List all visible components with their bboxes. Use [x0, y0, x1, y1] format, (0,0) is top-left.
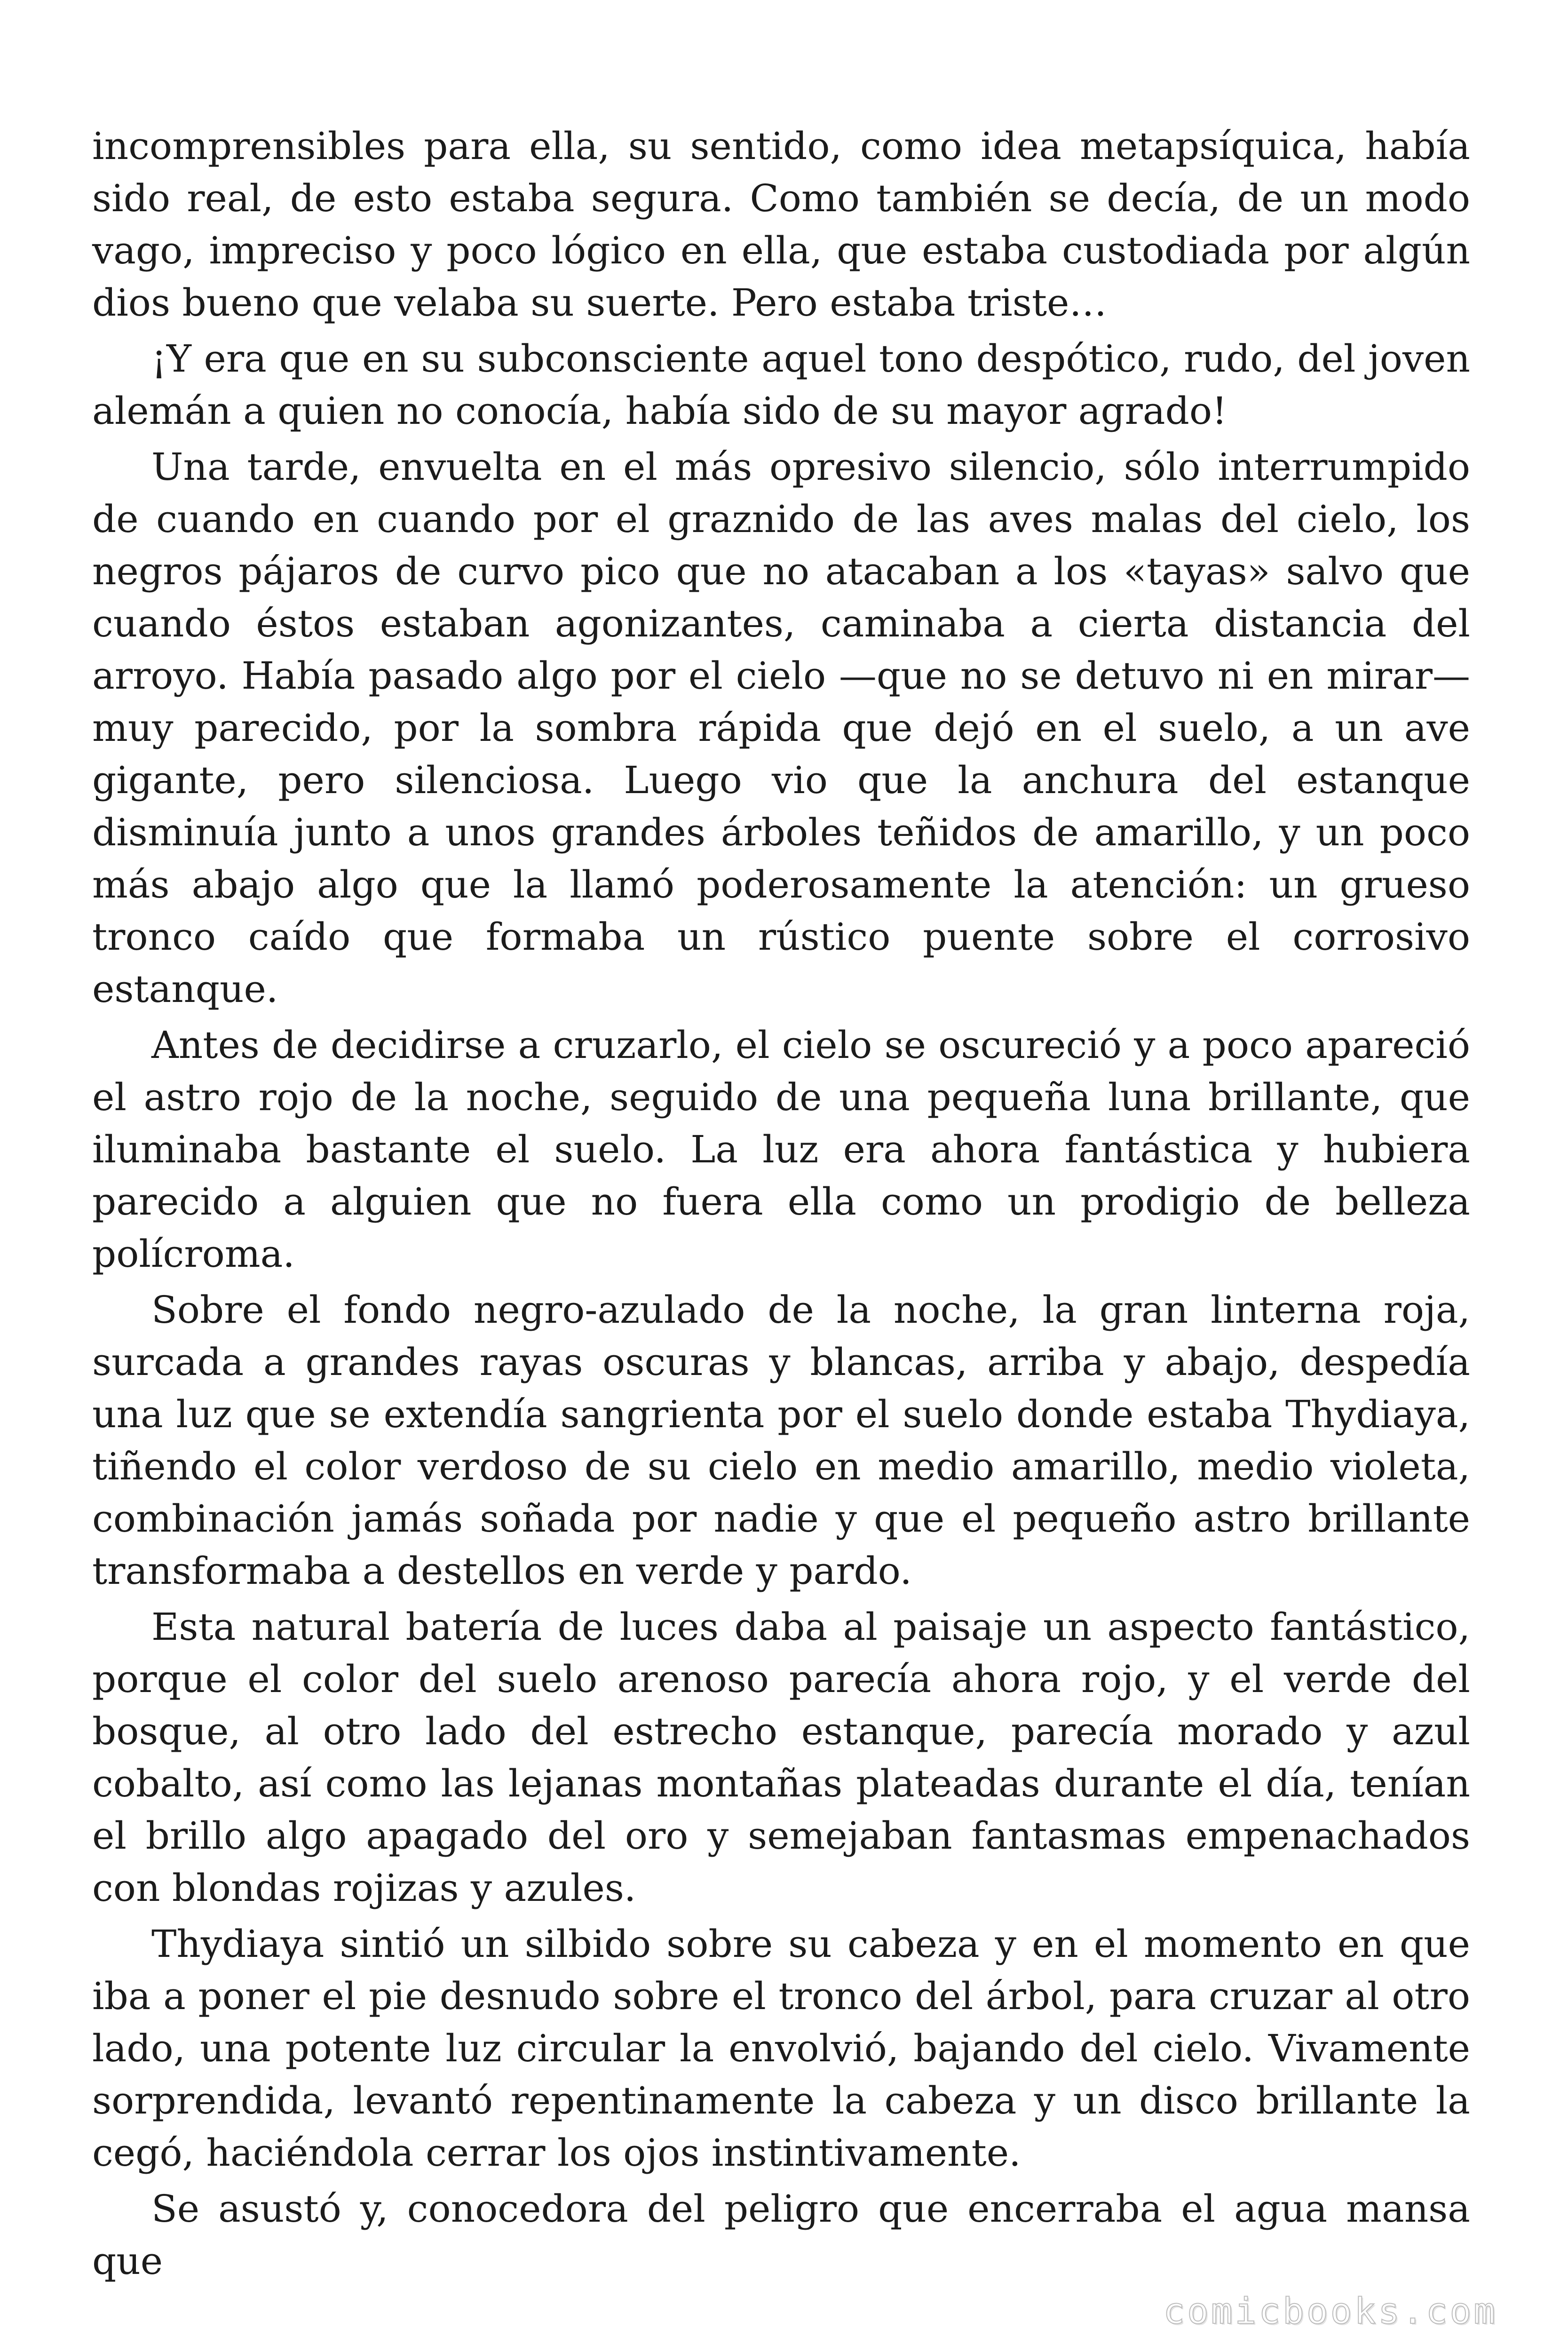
paragraph-2: ¡Y era que en su subconsciente aquel tono despótico, rudo, del joven alemán a quien no conocía, había sido de su mayor agrado!	[92, 337, 1470, 433]
paragraph-1: incomprensibles para ella, su sentido, como idea metapsíquica, había sido real, de esto estaba segura. Como también se decía, de un modo vago, impreciso y poco lógico en ella, que estaba custodiada por algún dios bueno que velaba su suerte. Pero estaba triste…	[92, 124, 1470, 325]
paragraph-4: Antes de decidirse a cruzarlo, el cielo se oscureció y a poco apareció el astro rojo de la noche, seguido de una pequeña luna brillante, que iluminaba bastante el suelo. La luz era ahora fantástica y hubiera parecido a alguien que no fuera ella como un prodigio de belleza polícroma.	[92, 1023, 1470, 1276]
page-body	[92, 120, 1470, 2291]
paragraph-6: Esta natural batería de luces daba al paisaje un aspecto fantástico, porque el color del suelo arenoso parecía ahora rojo, y el verde del bosque, al otro lado del estrecho estanque, parecía morado y azul cobalto, así como las lejanas montañas plateadas durante el día, tenían el brillo algo apagado del oro y semejaban fantasmas empenachados con blondas rojizas y azules.	[92, 1605, 1470, 1910]
paragraph-8: Se asustó y, conocedora del peligro que encerraba el agua mansa que	[92, 2187, 1470, 2283]
paragraph-5: Sobre el fondo negro-azulado de la noche, la gran linterna roja, surcada a grandes rayas oscuras y blancas, arriba y abajo, despedía una luz que se extendía sangrienta por el suelo donde estaba Thydiaya, tiñendo el color verdoso de su cielo en medio amarillo, medio violeta, combinación jamás soñada por nadie y que el pequeño astro brillante transformaba a destellos en verde y pardo.	[92, 1288, 1470, 1593]
paragraph-7: Thydiaya sintió un silbido sobre su cabeza y en el momento en que iba a poner el pie desnudo sobre el tronco del árbol, para cruzar al otro lado, una potente luz circular la envolvió, bajando del cielo. Vivamente sorprendida, levantó repentinamente la cabeza y un disco brillante la cegó, haciéndola cerrar los ojos instintivamente.	[92, 1922, 1470, 2175]
watermark: comicbooks.com	[1163, 2290, 1497, 2332]
paragraph-3: Una tarde, envuelta en el más opresivo silencio, sólo interrumpido de cuando en cuando por el graznido de las aves malas del cielo, los negros pájaros de curvo pico que no atacaban a los «tayas» salvo que cuando éstos estaban agonizantes, caminaba a cierta distancia del arroyo. Había pasado algo por el cielo —que no se detuvo ni en mirar— muy parecido, por la sombra rápida que dejó en el suelo, a un ave gigante, pero silenciosa. Luego vio que la anchura del estanque disminuía junto a unos grandes árboles teñidos de amarillo, y un poco más abajo algo que la llamó poderosamente la atención: un grueso tronco caído que formaba un rústico puente sobre el corrosivo estanque.	[92, 445, 1470, 1011]
